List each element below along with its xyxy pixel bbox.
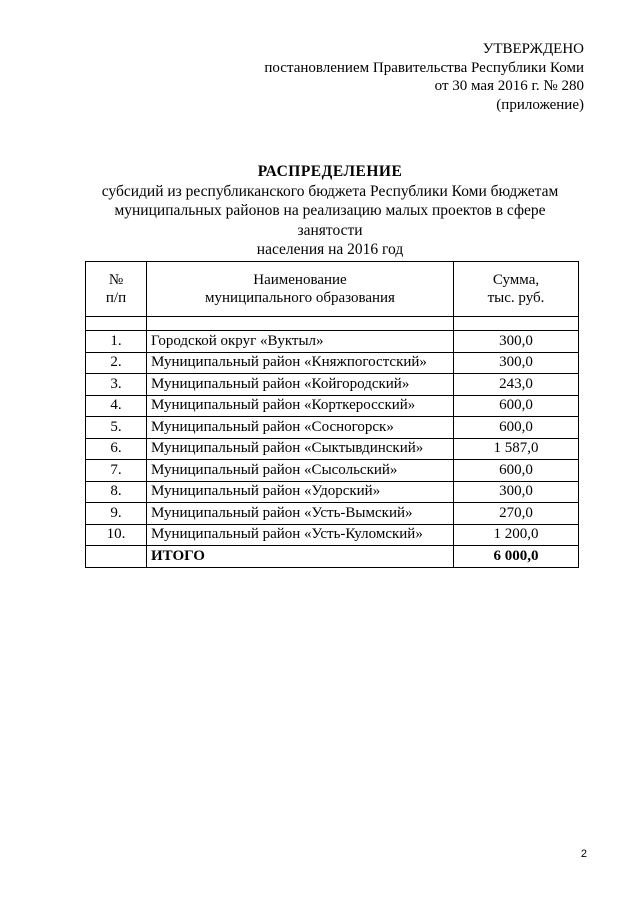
row-number: 1. [86,331,147,353]
table-row [86,331,579,353]
row-municipality: Муниципальный район «Сысольский» [147,460,454,482]
header-sum-line-2: тыс. руб. [487,290,545,306]
total-sum: 6 000,0 [454,546,579,568]
table-row [86,374,579,396]
row-municipality: Городской округ «Вуктыл» [147,331,454,353]
row-municipality: Муниципальный район «Удорский» [147,481,454,503]
header-number [86,262,147,317]
row-sum: 600,0 [454,417,579,439]
row-number: 8. [86,481,147,503]
row-sum: 600,0 [454,395,579,417]
total-number-cell [86,546,147,568]
row-number: 2. [86,352,147,374]
approval-title: УТВЕРЖДЕНО [482,41,584,57]
header-name-line-2: муниципального образования [205,290,395,306]
row-number: 4. [86,395,147,417]
row-municipality: Муниципальный район «Корткеросский» [147,395,454,417]
approval-date: от 30 мая 2016 г. № 280 [434,78,584,94]
row-sum: 243,0 [454,374,579,396]
row-municipality: Муниципальный район «Сыктывдинский» [147,438,454,460]
row-sum: 300,0 [454,481,579,503]
distribution-table [85,261,579,568]
row-number: 7. [86,460,147,482]
header-number-line-1: № [108,272,124,288]
table-row [86,460,579,482]
row-sum: 270,0 [454,503,579,525]
header-name-line-1: Наименование [253,272,347,288]
row-municipality: Муниципальный район «Усть-Вымский» [147,503,454,525]
document-title [80,162,580,260]
row-municipality: Муниципальный район «Сосногорск» [147,417,454,439]
approval-appendix: (приложение) [496,96,584,113]
row-sum: 1 200,0 [454,524,579,546]
row-number: 9. [86,503,147,525]
table-spacer-row [86,317,579,331]
table-row [86,395,579,417]
total-label: ИТОГО [147,546,454,568]
row-number: 6. [86,438,147,460]
row-sum: 1 587,0 [454,438,579,460]
row-municipality: Муниципальный район «Княжпогостский» [147,352,454,374]
document-heading: РАСПРЕДЕЛЕНИЕ [257,163,403,180]
document-subtitle-line-1: субсидий из республиканского бюджета Республики Коми бюджетам [101,182,559,200]
table-row [86,352,579,374]
header-number-line-2: п/п [105,290,127,306]
row-number: 5. [86,417,147,439]
table-row [86,438,579,460]
row-sum: 300,0 [454,352,579,374]
row-number: 10. [86,524,147,546]
header-sum [454,262,579,317]
table-total-row [86,546,579,568]
table-row [86,417,579,439]
row-number: 3. [86,374,147,396]
header-sum-line-1: Сумма, [492,272,540,288]
page-number: 2 [580,848,587,860]
approval-decree: постановлением Правительства Республики Коми [264,59,584,76]
table-row [86,524,579,546]
table-row [86,481,579,503]
table-row [86,503,579,525]
document-subtitle-line-3: населения на 2016 год [256,241,404,258]
approval-stamp [264,40,584,114]
row-sum: 600,0 [454,460,579,482]
document-subtitle-line-2: муниципальных районов на реализацию малых проектов в сфере занятости [114,202,546,239]
row-municipality: Муниципальный район «Усть-Куломский» [147,524,454,546]
row-municipality: Муниципальный район «Койгородский» [147,374,454,396]
row-sum: 300,0 [454,331,579,353]
header-name [147,262,454,317]
table-header-row [86,262,579,317]
